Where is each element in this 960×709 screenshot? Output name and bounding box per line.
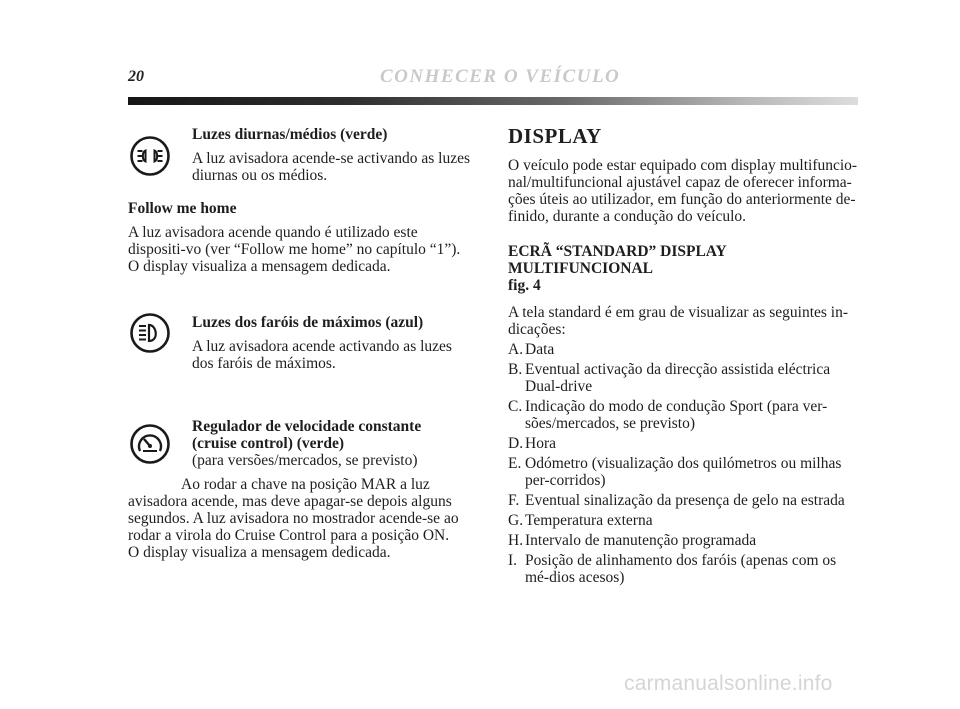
- list-item: G. Temperatura externa: [508, 512, 653, 529]
- main-beam-text: A luz avisadora acende activando as luzes dos faróis de máximos.: [192, 338, 452, 372]
- standard-screen-heading: ECRÃ “STANDARD” DISPLAY MULTIFUNCIONAL: [508, 243, 727, 277]
- cruise-subtitle: (para versões/mercados, se previsto): [192, 452, 418, 469]
- dipped-title: Luzes diurnas/médios (verde): [192, 126, 388, 143]
- running-title: CONHECER O VEÍCULO: [380, 66, 621, 87]
- watermark: carmanualsonline.info: [624, 672, 833, 695]
- cruise-text-2: O display visualiza a mensagem dedicada.: [128, 544, 391, 561]
- main-beam-title: Luzes dos faróis de máximos (azul): [192, 314, 424, 331]
- list-intro: A tela standard é em grau de visualizar as seguintes in-dicações:: [508, 304, 849, 338]
- cruise-title-2: (cruise control) (verde): [192, 435, 345, 452]
- list-item: F. Eventual sinalização da presença de gelo na estrada: [508, 492, 845, 509]
- figure-reference: fig. 4: [508, 277, 541, 294]
- right-column: [508, 124, 858, 586]
- indications-list: [508, 341, 858, 586]
- follow-me-text: A luz avisadora acende quando é utilizado este dispositi-vo (ver “Follow me home” no capítulo “1”).: [128, 224, 461, 258]
- header-rule: [128, 97, 858, 105]
- follow-me-title: Follow me home: [128, 200, 237, 217]
- list-item: I. Posição de alinhamento dos faróis (apenas com os mé-dios acesos): [508, 552, 837, 586]
- display-intro: O veículo pode estar equipado com display multifuncio-nal/multifuncional ajustável capaz de oferecer informa-ções úteis ao utilizador, em função do anteriormente de-finido, durante a condução do veículo.: [508, 157, 858, 225]
- left-column: [128, 124, 477, 561]
- cruise-text: Ao rodar a chave na posição MAR a luz avisadora acende, mas deve apagar-se depois alguns segundos. A luz avisadora no mostrador acende-se ao rodar a virola do Cruise Control para a posição ON.: [128, 476, 459, 544]
- list-item: C. Indicação do modo de condução Sport (para ver-sões/mercados, se previsto): [508, 398, 828, 432]
- display-heading: DISPLAY: [508, 124, 602, 148]
- list-item: E. Odómetro (visualização dos quilómetros ou milhas per-corridos): [508, 455, 842, 489]
- list-item: B. Eventual activação da direcção assistida eléctrica Dual-drive: [508, 361, 831, 395]
- cruise-title-1: Regulador de velocidade constante: [192, 418, 422, 435]
- dipped-text: A luz avisadora acende-se activando as luzes diurnas ou os médios.: [192, 150, 471, 184]
- list-item: D. Hora: [508, 435, 556, 452]
- page-number: 20: [128, 68, 144, 85]
- list-item: A. Data: [508, 341, 555, 358]
- list-item: H. Intervalo de manutenção programada: [508, 532, 757, 549]
- follow-me-text-2: O display visualiza a mensagem dedicada.: [128, 258, 391, 275]
